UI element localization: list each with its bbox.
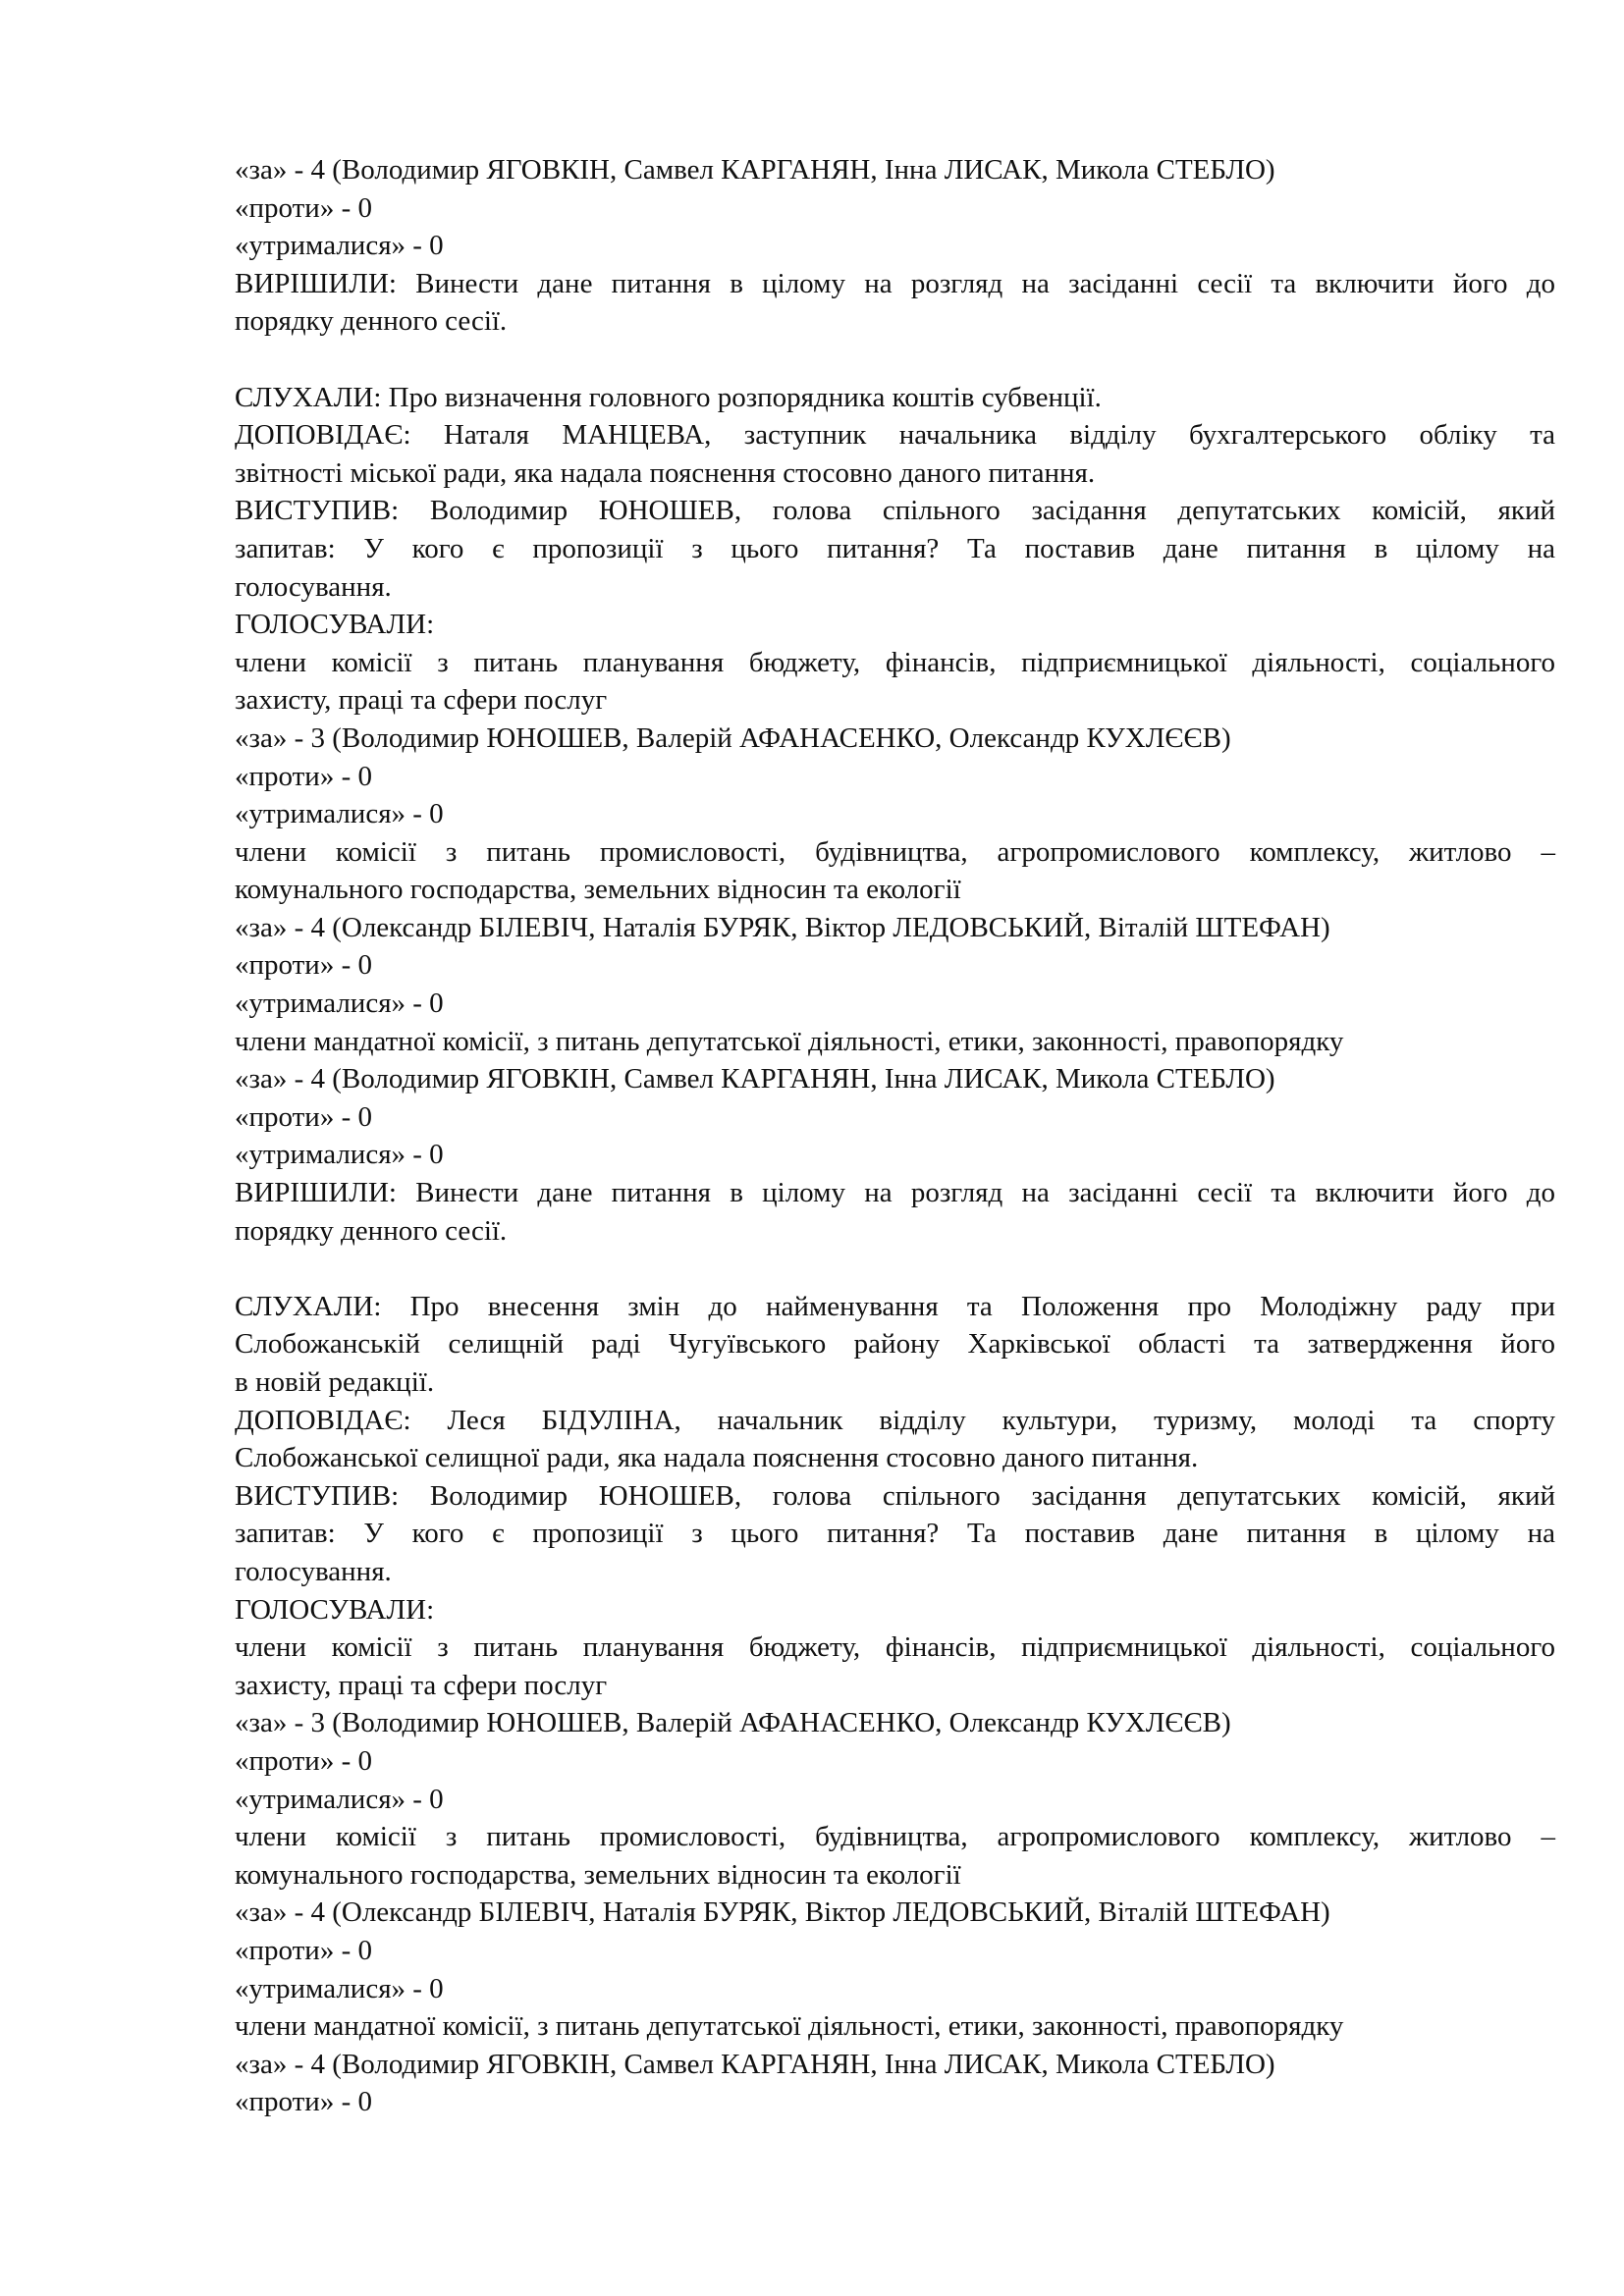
text-line: «утрималися» - 0 bbox=[235, 230, 444, 262]
text-line: «проти» - 0 bbox=[235, 760, 372, 792]
text-line: ДОПОВІДАЄ: Наталя МАНЦЕВА, заступник начальника відділу бухгалтерського обліку та bbox=[235, 419, 1555, 452]
text-line: Слобожанської селищної ради, яка надала пояснення стосовно даного питання. bbox=[235, 1442, 1199, 1474]
text-line: «проти» - 0 bbox=[235, 191, 372, 224]
text-line: захисту, праці та сфери послуг bbox=[235, 1669, 608, 1701]
text-line: в новій редакції. bbox=[235, 1366, 435, 1398]
text-line: «утрималися» - 0 bbox=[235, 988, 444, 1020]
text-line: запитав: У кого є пропозиції з цього питання? Та поставив дане питання в цілому на bbox=[235, 532, 1555, 564]
text-line: «за» - 4 (Олександр БІЛЕВІЧ, Наталія БУРЯК, Віктор ЛЕДОВСЬКИЙ, Віталій ШТЕФАН) bbox=[235, 911, 1330, 943]
text-line: ГОЛОСУВАЛИ: bbox=[235, 1593, 435, 1626]
text-line: ВИРІШИЛИ: Винести дане питання в цілому на розгляд на засіданні сесії та включити його до bbox=[235, 1177, 1555, 1209]
text-line: ВИСТУПИВ: Володимир ЮНОШЕВ, голова спільного засідання депутатських комісій, який bbox=[235, 1479, 1555, 1512]
text-line: захисту, праці та сфери послуг bbox=[235, 684, 608, 717]
text-line: «утрималися» - 0 bbox=[235, 798, 444, 830]
text-line: члени комісії з питань промисловості, будівництва, агропромислового комплексу, житлово – bbox=[235, 835, 1555, 868]
text-line: запитав: У кого є пропозиції з цього питання? Та поставив дане питання в цілому на bbox=[235, 1518, 1555, 1550]
text-line: «проти» - 0 bbox=[235, 1100, 372, 1133]
text-line: члени мандатної комісії, з питань депутатської діяльності, етики, законності, правопорядку bbox=[235, 2010, 1344, 2043]
text-line: Слобожанській селищній раді Чугуївського району Харківської області та затвердження його bbox=[235, 1328, 1555, 1361]
text-line: порядку денного сесії. bbox=[235, 305, 508, 338]
text-line: «проти» - 0 bbox=[235, 949, 372, 982]
blank-line bbox=[235, 1250, 1555, 1288]
text-line: комунального господарства, земельних відносин та екології bbox=[235, 874, 961, 906]
text-line: члени комісії з питань планування бюджету, фінансів, підприємницької діяльності, соціального bbox=[235, 646, 1555, 678]
text-line: члени комісії з питань планування бюджету, фінансів, підприємницької діяльності, соціального bbox=[235, 1631, 1555, 1664]
text-line: «за» - 4 (Володимир ЯГОВКІН, Самвел КАРГАНЯН, Інна ЛИСАК, Микола СТЕБЛО) bbox=[235, 154, 1275, 186]
text-line: «проти» - 0 bbox=[235, 2086, 372, 2118]
text-line: ДОПОВІДАЄ: Леся БІДУЛІНА, начальник відділу культури, туризму, молоді та спорту bbox=[235, 1404, 1555, 1436]
text-line: ВИРІШИЛИ: Винести дане питання в цілому на розгляд на засіданні сесії та включити його до bbox=[235, 267, 1555, 299]
text-line: комунального господарства, земельних відносин та екології bbox=[235, 1858, 961, 1891]
text-line: звітності міської ради, яка надала пояснення стосовно даного питання. bbox=[235, 456, 1096, 489]
document-page bbox=[235, 151, 1555, 2121]
text-line: члени мандатної комісії, з питань депутатської діяльності, етики, законності, правопорядку bbox=[235, 1025, 1344, 1057]
text-line: «за» - 3 (Володимир ЮНОШЕВ, Валерій АФАНАСЕНКО, Олександр КУХЛЄЄВ) bbox=[235, 1707, 1231, 1739]
text-line: СЛУХАЛИ: Про визначення головного розпорядника коштів субвенції. bbox=[235, 381, 1102, 413]
text-line: «за» - 4 (Володимир ЯГОВКІН, Самвел КАРГАНЯН, Інна ЛИСАК, Микола СТЕБЛО) bbox=[235, 2048, 1275, 2080]
text-line: ВИСТУПИВ: Володимир ЮНОШЕВ, голова спільного засідання депутатських комісій, який bbox=[235, 495, 1555, 527]
blank-line bbox=[235, 341, 1555, 379]
text-line: члени комісії з питань промисловості, будівництва, агропромислового комплексу, житлово – bbox=[235, 1821, 1555, 1853]
text-line: «за» - 3 (Володимир ЮНОШЕВ, Валерій АФАНАСЕНКО, Олександр КУХЛЄЄВ) bbox=[235, 721, 1231, 754]
text-line: голосування. bbox=[235, 570, 392, 603]
text-line: «за» - 4 (Володимир ЯГОВКІН, Самвел КАРГАНЯН, Інна ЛИСАК, Микола СТЕБЛО) bbox=[235, 1063, 1275, 1095]
text-line: порядку денного сесії. bbox=[235, 1214, 508, 1247]
text-line: «проти» - 0 bbox=[235, 1934, 372, 1966]
text-line: СЛУХАЛИ: Про внесення змін до найменування та Положення про Молодіжну раду при bbox=[235, 1290, 1555, 1322]
text-line: «утрималися» - 0 bbox=[235, 1972, 444, 2004]
text-line: «за» - 4 (Олександр БІЛЕВІЧ, Наталія БУРЯК, Віктор ЛЕДОВСЬКИЙ, Віталій ШТЕФАН) bbox=[235, 1896, 1330, 1929]
text-line: ГОЛОСУВАЛИ: bbox=[235, 609, 435, 641]
text-line: «утрималися» - 0 bbox=[235, 1139, 444, 1171]
text-line: голосування. bbox=[235, 1555, 392, 1587]
text-line: «утрималися» - 0 bbox=[235, 1783, 444, 1815]
text-line: «проти» - 0 bbox=[235, 1744, 372, 1777]
